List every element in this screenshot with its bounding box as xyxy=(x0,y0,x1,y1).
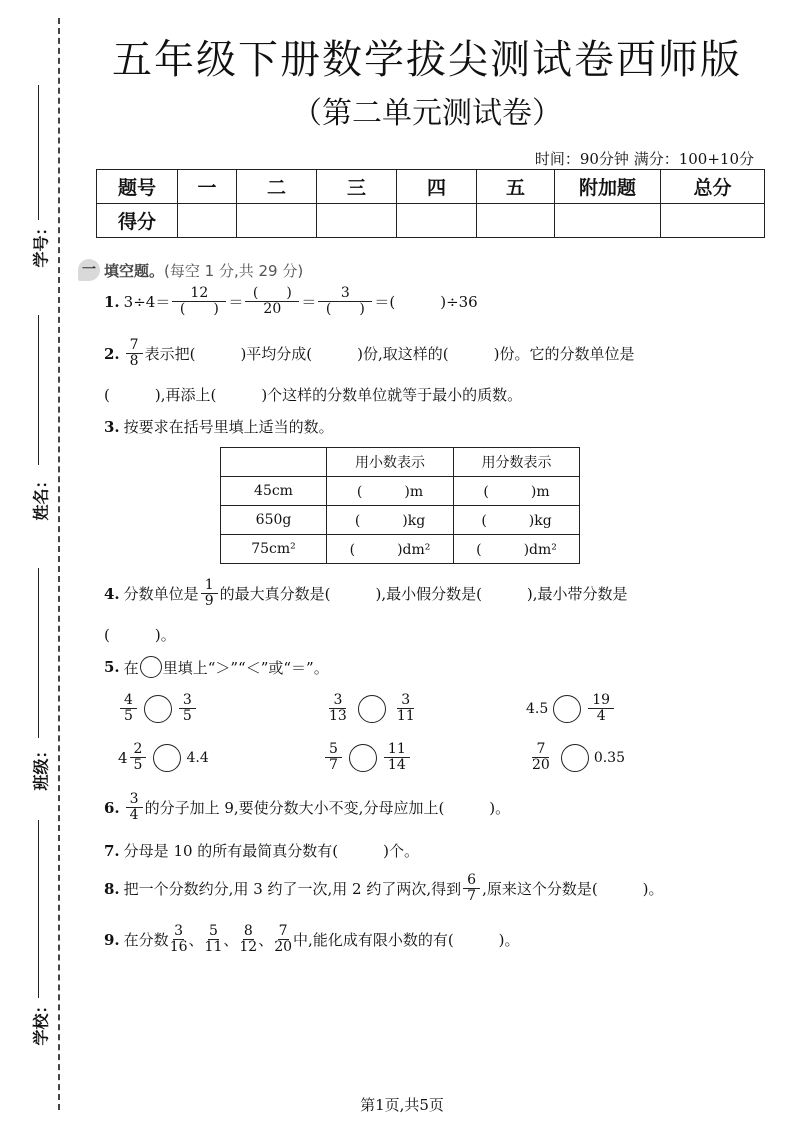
question-7 xyxy=(104,840,419,861)
denominator: 20 xyxy=(263,301,282,318)
question-number: 6. xyxy=(104,798,120,817)
section-heading xyxy=(78,259,303,281)
numerator: 5 xyxy=(208,923,218,939)
fraction xyxy=(528,742,554,774)
separator: 、 xyxy=(258,931,274,950)
denominator: 16 xyxy=(169,939,188,956)
question-3 xyxy=(104,416,334,437)
school-label: 学校： xyxy=(31,997,51,1046)
page-footer: 第1页,共5页 xyxy=(360,1096,444,1114)
q4-line2[interactable]: ( )。 xyxy=(104,626,176,644)
score-header-row xyxy=(97,170,765,204)
q3-text: 按要求在括号里填上适当的数。 xyxy=(123,418,334,436)
page-title: 五年级下册数学拔尖测试卷西师版 xyxy=(112,37,742,83)
numerator: 3 xyxy=(397,693,414,709)
denominator-blank[interactable]: ( ) xyxy=(179,301,219,318)
fraction xyxy=(201,578,218,610)
fraction xyxy=(318,286,372,318)
question-9 xyxy=(104,924,520,956)
fraction xyxy=(588,693,614,725)
fraction xyxy=(169,924,189,956)
score-header-cell: 附加题 xyxy=(555,170,661,204)
equals-sign: ＝ xyxy=(228,293,244,312)
denominator: 14 xyxy=(387,757,406,774)
numerator: 2 xyxy=(130,742,147,758)
exam-meta: 时间：90分钟 满分：100+10分 xyxy=(534,150,754,168)
question-number: 8. xyxy=(104,879,120,898)
fraction xyxy=(204,924,224,956)
school-line xyxy=(38,820,39,998)
score-row xyxy=(97,204,765,238)
question-2-line2 xyxy=(104,384,522,405)
q2-line1[interactable]: 表示把( )平均分成( )份,取这样的( )份。它的分数单位是 xyxy=(144,345,635,364)
score-header-cell: 一 xyxy=(178,170,237,204)
fraction xyxy=(325,742,342,774)
denominator: 11 xyxy=(396,708,415,725)
fraction xyxy=(245,286,299,318)
student-id-label: 学号： xyxy=(31,219,51,268)
denominator: 8 xyxy=(129,353,139,370)
denominator-blank[interactable]: ( ) xyxy=(325,301,365,318)
table-row xyxy=(221,477,580,506)
name-label: 姓名： xyxy=(31,472,51,521)
numerator: 4 xyxy=(120,693,137,709)
score-cell[interactable] xyxy=(555,204,661,238)
compare-item xyxy=(526,693,616,725)
denominator: 7 xyxy=(329,757,338,774)
denominator: 20 xyxy=(274,939,293,956)
compare-item xyxy=(323,742,412,774)
numerator-blank[interactable]: ( ) xyxy=(245,286,299,302)
compare-circle[interactable] xyxy=(553,695,581,723)
score-header-cell: 五 xyxy=(477,170,555,204)
table-cell: 75cm² xyxy=(221,535,327,564)
compare-circle[interactable] xyxy=(349,744,377,772)
compare-item xyxy=(118,693,198,725)
q4-pre: 分数单位是 xyxy=(123,585,199,604)
question-4 xyxy=(104,578,628,610)
compare-circle[interactable] xyxy=(144,695,172,723)
denominator: 12 xyxy=(239,939,258,956)
q4-post[interactable]: 的最大真分数是( ),最小假分数是( ),最小带分数是 xyxy=(219,585,628,604)
numerator: 12 xyxy=(172,286,226,302)
q7-text[interactable]: 分母是 10 的所有最简真分数有( )个。 xyxy=(123,842,420,860)
name-line xyxy=(38,315,39,465)
separator: 、 xyxy=(188,931,204,950)
numerator: 1 xyxy=(201,578,218,594)
class-label: 班级： xyxy=(31,742,51,791)
decimal-value: 0.35 xyxy=(593,749,625,766)
denominator: 5 xyxy=(124,708,133,725)
compare-item xyxy=(323,693,421,725)
compare-item xyxy=(118,742,209,774)
numerator: 11 xyxy=(384,742,410,758)
table-header-cell: 用分数表示 xyxy=(454,448,580,477)
question-number: 7. xyxy=(104,841,120,860)
table-row xyxy=(221,506,580,535)
denominator: 4 xyxy=(129,807,139,824)
denominator: 9 xyxy=(204,593,214,610)
whole-number: 4 xyxy=(118,748,128,767)
section-title: 填空题。 xyxy=(104,261,165,280)
numerator: 3 xyxy=(126,792,143,808)
compare-item xyxy=(526,742,625,774)
fraction xyxy=(126,338,143,370)
equals-sign: ＝ xyxy=(301,293,317,312)
table-answer-cell[interactable]: ( )kg xyxy=(327,506,454,535)
table-answer-cell[interactable]: ( )dm² xyxy=(327,535,454,564)
binding-dashed-line xyxy=(58,18,60,1110)
fraction xyxy=(463,873,480,905)
numerator: 8 xyxy=(243,923,253,939)
numerator: 7 xyxy=(126,338,143,354)
numerator: 3 xyxy=(329,693,346,709)
table-cell: 650g xyxy=(221,506,327,535)
fraction xyxy=(238,924,258,956)
question-number: 5. xyxy=(104,658,120,676)
page-subtitle: （第二单元测试卷） xyxy=(292,96,562,131)
section-note: (每空 1 分,共 29 分) xyxy=(164,261,304,280)
separator: 、 xyxy=(223,931,239,950)
denominator: 13 xyxy=(329,708,347,725)
score-cell[interactable] xyxy=(477,204,555,238)
q9-pre: 在分数 xyxy=(123,931,169,950)
score-header-cell: 三 xyxy=(317,170,397,204)
table-row xyxy=(221,535,580,564)
question-5 xyxy=(104,656,329,678)
numerator: 3 xyxy=(174,923,184,939)
fraction xyxy=(384,742,410,774)
decimal-value: 4.4 xyxy=(186,749,209,766)
score-cell[interactable] xyxy=(397,204,477,238)
fraction xyxy=(130,742,147,774)
denominator: 4 xyxy=(596,708,606,725)
question-number: 9. xyxy=(104,930,120,949)
fraction xyxy=(172,286,226,318)
score-header-cell: 总分 xyxy=(661,170,765,204)
table-header-cell xyxy=(221,448,327,477)
compare-circle[interactable] xyxy=(561,744,589,772)
numerator: 6 xyxy=(463,873,480,889)
score-table xyxy=(96,169,765,238)
score-row-label: 得分 xyxy=(97,204,178,238)
numerator: 3 xyxy=(179,693,196,709)
q2-line2[interactable]: ( ),再添上( )个这样的分数单位就等于最小的质数。 xyxy=(104,386,523,404)
table-answer-cell[interactable]: ( )m xyxy=(327,477,454,506)
numerator: 7 xyxy=(532,742,549,758)
score-header-cell: 四 xyxy=(397,170,477,204)
fraction xyxy=(179,693,196,725)
class-line xyxy=(38,568,39,738)
question-number: 2. xyxy=(104,344,120,363)
q8-pre: 把一个分数约分,用 3 约了一次,用 2 约了两次,得到 xyxy=(123,880,462,899)
fraction xyxy=(120,693,137,725)
q9-post[interactable]: 中,能化成有限小数的有( )。 xyxy=(293,931,520,950)
score-cell[interactable] xyxy=(237,204,317,238)
question-number: 4. xyxy=(104,584,120,603)
numerator: 19 xyxy=(588,693,614,709)
decimal-value: 4.5 xyxy=(526,700,549,717)
table-header-cell: 用小数表示 xyxy=(327,448,454,477)
circle-icon xyxy=(140,656,162,678)
q8-post[interactable]: ,原来这个分数是( )。 xyxy=(482,880,664,899)
denominator: 5 xyxy=(133,757,143,774)
denominator: 11 xyxy=(204,939,223,956)
fraction xyxy=(273,924,293,956)
question-number: 1. xyxy=(104,292,120,311)
numerator: 7 xyxy=(278,923,288,939)
denominator: 7 xyxy=(467,888,477,905)
table-answer-cell[interactable]: ( )dm² xyxy=(454,535,580,564)
fraction xyxy=(126,792,143,824)
numerator: 5 xyxy=(325,742,342,758)
fraction xyxy=(325,693,351,725)
q5-pre: 在 xyxy=(123,658,139,677)
numerator: 3 xyxy=(318,286,372,302)
score-header-cell: 题号 xyxy=(97,170,178,204)
q5-post: 里填上“＞”“＜”或“＝”。 xyxy=(162,658,329,677)
fraction xyxy=(393,693,419,725)
compare-circle[interactable] xyxy=(153,744,181,772)
question-8 xyxy=(104,873,664,905)
conversion-table xyxy=(220,447,580,564)
q1-expr: 3÷4＝ xyxy=(123,293,171,312)
question-6 xyxy=(104,792,510,824)
score-cell[interactable] xyxy=(178,204,237,238)
compare-circle[interactable] xyxy=(358,695,386,723)
conversion-header-row xyxy=(221,448,580,477)
table-cell: 45cm xyxy=(221,477,327,506)
score-cell[interactable] xyxy=(661,204,765,238)
score-header-cell: 二 xyxy=(237,170,317,204)
question-2 xyxy=(104,338,634,370)
question-number: 3. xyxy=(104,417,120,436)
denominator: 20 xyxy=(532,757,550,774)
section-badge: 一 xyxy=(78,259,100,281)
q6-text[interactable]: 的分子加上 9,要使分数大小不变,分母应加上( )。 xyxy=(144,799,511,818)
table-answer-cell[interactable]: ( )m xyxy=(454,477,580,506)
table-answer-cell[interactable]: ( )kg xyxy=(454,506,580,535)
q1-tail[interactable]: ＝( )÷36 xyxy=(374,293,478,312)
question-4-line2 xyxy=(104,624,176,645)
score-cell[interactable] xyxy=(317,204,397,238)
denominator: 5 xyxy=(182,708,192,725)
question-1 xyxy=(104,286,478,318)
